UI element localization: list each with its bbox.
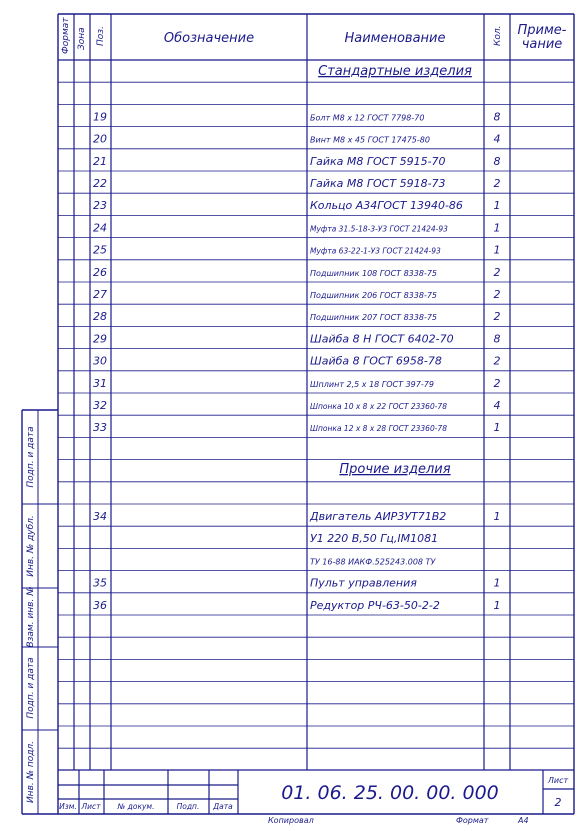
- side-sign-date-2: Подп. и дата: [26, 657, 36, 719]
- row-name: Редуктор РЧ-63-50-2-2: [310, 598, 440, 612]
- row-qty: 2: [493, 288, 501, 301]
- side-vzam-inv: Взам. инв. №: [26, 586, 36, 648]
- section-other-items: Прочие изделия: [339, 462, 451, 477]
- row-qty: 1: [493, 243, 501, 257]
- row-pos: 26: [93, 265, 107, 279]
- row-qty: 2: [493, 310, 501, 324]
- row-qty: 2: [493, 177, 501, 190]
- row-name: Подшипник 206 ГОСТ 8338-75: [310, 291, 438, 300]
- row-name: Гайка М8 ГОСТ 5918-73: [310, 177, 446, 190]
- row-pos: 29: [93, 332, 107, 346]
- row-name: Шплинт 2,5 х 18 ГОСТ 397-79: [310, 379, 434, 389]
- row-pos: 27: [93, 288, 107, 301]
- row-name: У1 220 В,50 Гц,IM1081: [310, 532, 439, 546]
- stamp-sign: Подп.: [176, 802, 200, 811]
- row-pos: 25: [93, 243, 107, 257]
- row-pos: 19: [93, 110, 107, 124]
- row-pos: 36: [93, 598, 107, 612]
- row-name: Винт М8 х 45 ГОСТ 17475-80: [310, 135, 430, 145]
- row-name: Шайба 8 Н ГОСТ 6402-70: [310, 332, 454, 346]
- header-zone: Зона: [77, 27, 87, 50]
- row-pos: 33: [93, 421, 107, 435]
- stamp-izm: Изм.: [59, 802, 77, 811]
- row-pos: 34: [93, 510, 107, 523]
- row-name: ТУ 16-88 ИАКФ.525243.008 ТУ: [310, 557, 436, 567]
- row-pos: 24: [93, 221, 107, 235]
- stamp-sheet-number: 2: [554, 796, 562, 809]
- row-name: Шпонка 10 х 8 х 22 ГОСТ 23360-78: [310, 402, 447, 411]
- row-qty: 1: [493, 221, 501, 235]
- row-qty: 1: [493, 576, 501, 590]
- row-name: Двигатель АИР3УТ71В2: [310, 510, 447, 523]
- row-pos: 32: [93, 399, 107, 412]
- row-pos: 31: [93, 376, 107, 390]
- row-pos: 22: [93, 177, 107, 190]
- footer-copied: Копировал: [268, 816, 314, 825]
- document-number: 01. 06. 25. 00. 00. 000: [281, 782, 499, 804]
- row-qty: 8: [493, 154, 501, 168]
- stamp-doc-no: № докум.: [117, 802, 155, 811]
- header-name: Наименование: [344, 31, 446, 46]
- row-name: Подшипник 207 ГОСТ 8338-75: [310, 313, 438, 323]
- header-designation: Обозначение: [163, 31, 255, 46]
- row-pos: 28: [93, 310, 107, 324]
- footer-format-label: Формат: [456, 816, 489, 825]
- header-pos: Поз.: [96, 26, 106, 46]
- row-pos: 23: [93, 199, 107, 213]
- row-qty: 4: [493, 132, 501, 146]
- row-qty: 8: [493, 332, 501, 346]
- row-qty: 8: [493, 110, 501, 124]
- row-name: Шпонка 12 х 8 х 28 ГОСТ 23360-78: [310, 424, 447, 434]
- row-qty: 1: [493, 510, 501, 523]
- row-pos: 35: [93, 576, 107, 590]
- side-inv-dubl: Инв. № дубл.: [26, 515, 36, 577]
- row-qty: 2: [493, 354, 501, 368]
- row-name: Шайба 8 ГОСТ 6958-78: [310, 354, 442, 368]
- row-name: Муфта 31.5-18-3-У3 ГОСТ 21424-93: [310, 224, 448, 234]
- section-standard-items: Стандартные изделия: [318, 64, 472, 79]
- side-sign-date-1: Подп. и дата: [26, 426, 36, 488]
- header-format: Формат: [61, 17, 71, 54]
- row-name: Гайка М8 ГОСТ 5915-70: [310, 154, 446, 168]
- row-qty: 1: [493, 421, 501, 435]
- row-name: Муфта 63-22-1-У3 ГОСТ 21424-93: [310, 246, 441, 256]
- row-qty: 1: [493, 199, 501, 213]
- row-name: Подшипник 108 ГОСТ 8338-75: [310, 268, 438, 278]
- row-qty: 1: [493, 598, 501, 612]
- header-note: Приме-чание: [517, 23, 567, 52]
- row-qty: 2: [493, 376, 501, 390]
- stamp-list: Лист: [81, 802, 101, 811]
- footer-format-value: А4: [518, 816, 529, 825]
- row-pos: 21: [93, 154, 107, 168]
- stamp-date: Дата: [213, 802, 233, 811]
- stamp-sheet-label: Лист: [547, 776, 569, 785]
- side-inv-podl: Инв. № подл.: [26, 740, 36, 804]
- row-name: Кольцо А34ГОСТ 13940-86: [310, 199, 463, 213]
- row-pos: 20: [93, 132, 107, 146]
- row-name: Пульт управления: [310, 576, 417, 590]
- header-qty: Кол.: [493, 25, 503, 46]
- row-qty: 2: [493, 265, 501, 279]
- row-pos: 30: [93, 354, 107, 368]
- row-qty: 4: [493, 399, 501, 412]
- row-name: Болт М8 х 12 ГОСТ 7798-70: [310, 113, 425, 123]
